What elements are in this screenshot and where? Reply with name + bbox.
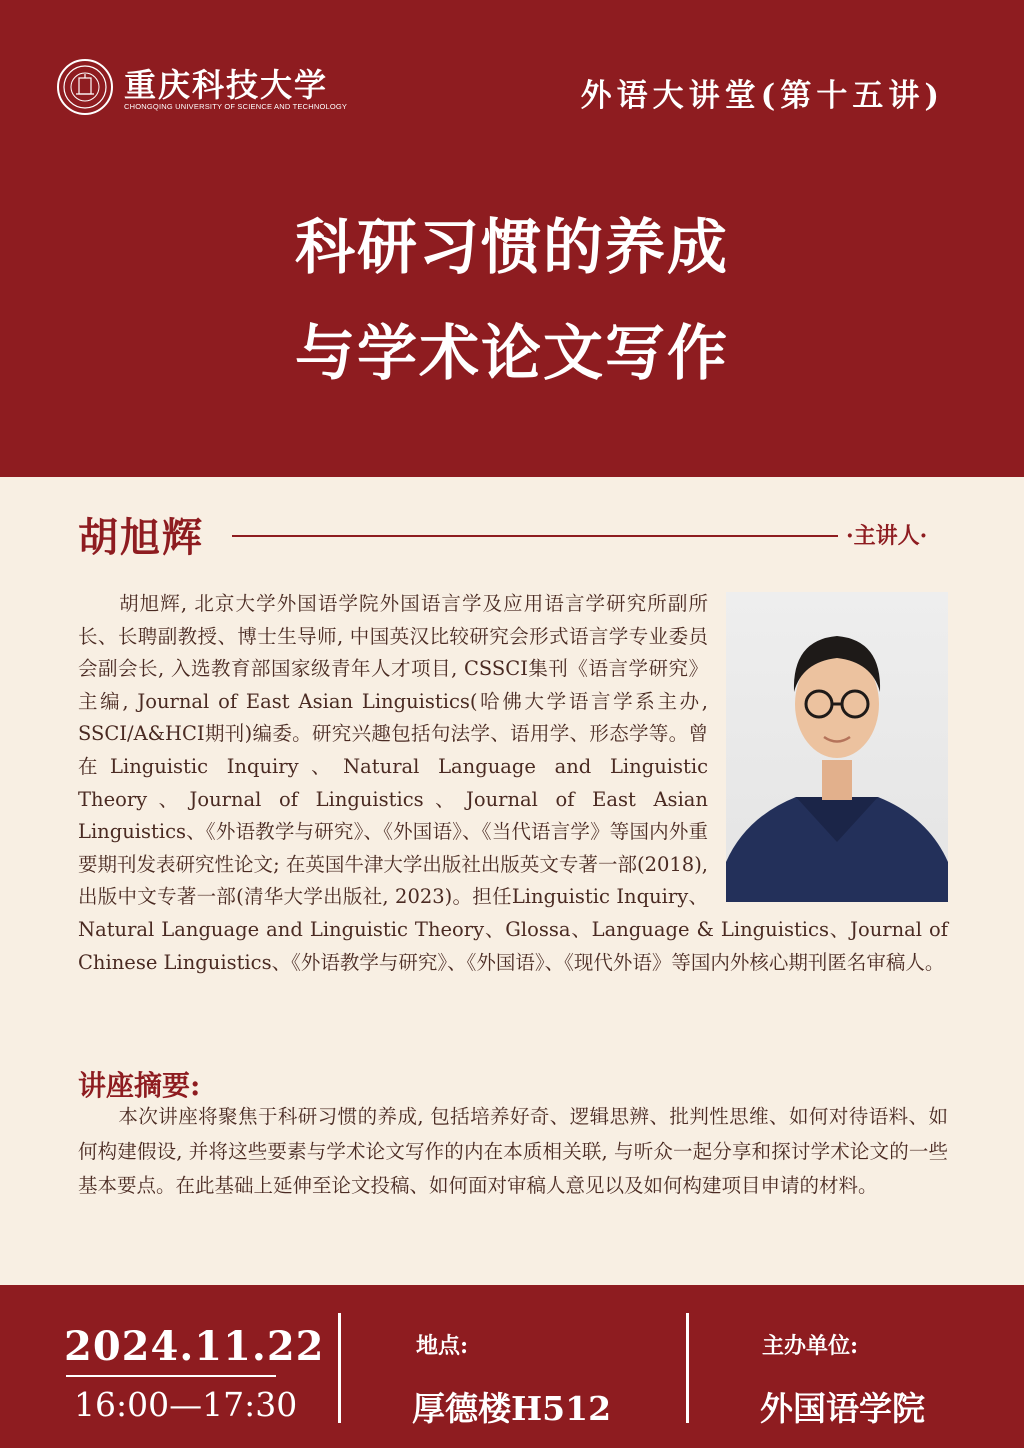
portrait-icon [726, 592, 948, 902]
speaker-name: 胡旭辉 [78, 514, 204, 561]
lecture-title-line2: 与学术论文写作 [295, 319, 729, 389]
divider [232, 535, 838, 537]
footer-banner [0, 1285, 1024, 1448]
event-time: 16:00—17:30 [74, 1385, 298, 1424]
speaker-role: ·主讲人· [846, 523, 928, 549]
university-name-en: CHONGQING UNIVERSITY OF SCIENCE AND TECHNOLOGY [124, 102, 348, 111]
university-seal-icon [56, 58, 114, 116]
university-name: 重庆科技大学 [124, 66, 329, 104]
venue-value: 厚德楼H512 [412, 1389, 612, 1428]
footer-divider [338, 1313, 341, 1423]
university-logo [56, 58, 356, 120]
speaker-photo [726, 592, 948, 902]
lecture-title-line1: 科研习惯的养成 [295, 213, 729, 283]
abstract-heading: 讲座摘要: [78, 1069, 201, 1102]
host-label: 主办单位: [762, 1333, 859, 1359]
abstract-text: 本次讲座将聚焦于科研习惯的养成, 包括培养好奇、逻辑思辨、批判性思维、如何对待语料、如何构建假设, 并将这些要素与学术论文写作的内在本质相关联, 与听众一起分享和探讨学术论文的一些基本要点。在此基础上延伸至论文投稿、如何面对审稿人意见以及如何构建项目申请的材料。 [78, 1105, 948, 1197]
header-banner [0, 0, 1024, 477]
abstract-body [78, 1100, 948, 1204]
event-date: 2024.11.22 [64, 1323, 325, 1370]
speaker-bio [78, 588, 948, 979]
lecture-series: 外语大讲堂(第十五讲) [580, 78, 944, 114]
venue-label: 地点: [416, 1333, 469, 1359]
date-underline [66, 1375, 276, 1377]
host-value: 外国语学院 [760, 1389, 925, 1428]
footer-divider [686, 1313, 689, 1423]
speaker-bio-text: 胡旭辉, 北京大学外国语学院外国语言学及应用语言学研究所副所长、长聘副教授、博士生导师, 中国英汉比较研究会形式语言学专业委员会副会长, 入选教育部国家级青年人才项目, CSSCI集刊《语言学研究》主编, Journal of East Asian Linguistics(哈佛大学语言学系主办, SSCI/A&HCI期刊)编委。研究兴趣包括句法学、语用学、形态学等。曾在Linguistic Inquiry、Natural Language and Linguistic Theory、Journal of Linguistics、Journal of East Asian Linguistics、《外语教学与研究》、《外国语》、《当代语言学》等国内外重要期刊发表研究性论文; 在英国牛津大学出版社出版英文专著一部(2018), 出版中文专著一部(清华大学出版社, 2023)。担任Linguistic Inquiry、Natural Language and Linguistic Theory、Glossa、Language & Linguistics、Journal of Chinese Linguistics、《外语教学与研究》、《外国语》、《现代外语》等国内外核心期刊匿名审稿人。 [78, 592, 948, 974]
